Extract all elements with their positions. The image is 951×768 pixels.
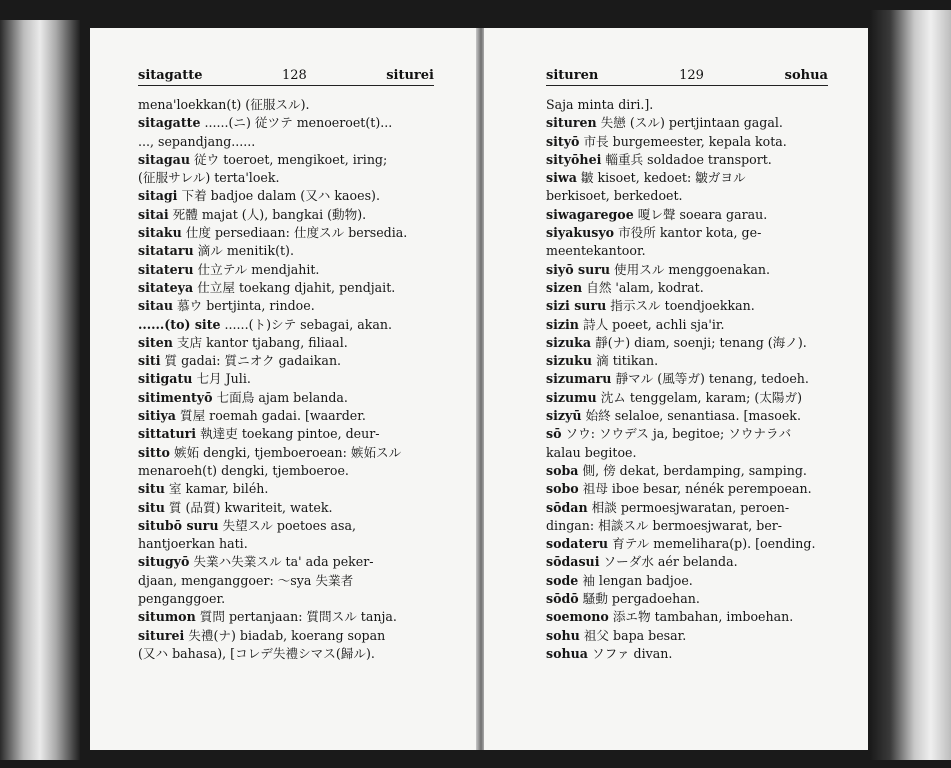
right-page-number: 129 <box>679 68 704 83</box>
definition-text: meentekantoor. <box>546 243 646 259</box>
dictionary-line <box>546 370 828 388</box>
dictionary-line <box>546 297 828 315</box>
dictionary-line <box>138 572 434 590</box>
headword: situmon <box>138 609 196 625</box>
headword: sohua <box>546 645 588 661</box>
definition-text: 市役所 kantor kota, ge- <box>618 225 762 241</box>
dictionary-line <box>546 499 828 517</box>
headword: sizi suru <box>546 298 607 314</box>
headword: sitagatte <box>138 115 201 131</box>
definition-text: mena'loekkan(t) (征服スル). <box>138 97 310 112</box>
left-page-number: 128 <box>281 68 307 83</box>
definition-text: 市長 burgemeester, kepala kota. <box>583 133 787 149</box>
dictionary-line <box>138 370 434 388</box>
dictionary-line <box>546 334 828 352</box>
definition-text: 仕立テル mendjahit. <box>197 261 320 277</box>
dictionary-line <box>138 480 434 498</box>
dictionary-line <box>546 462 828 480</box>
headword: siyakusyo <box>546 225 615 241</box>
dictionary-line <box>138 608 434 626</box>
definition-text: 質問 pertanjaan: 質問スル tanja. <box>199 609 397 625</box>
definition-text: ソファ divan. <box>591 645 673 661</box>
dictionary-line <box>546 590 828 608</box>
dictionary-line <box>546 242 828 260</box>
definition-text: 失戀 (スル) pertjintaan gagal. <box>600 115 783 131</box>
dictionary-line <box>138 499 434 517</box>
headword: sitto <box>138 444 170 460</box>
dictionary-line <box>546 279 828 297</box>
headword: soemono <box>546 609 609 625</box>
definition-text: 失禮(ナ) biadab, koerang sopan <box>188 627 386 643</box>
headword: sizen <box>546 279 583 295</box>
dictionary-line <box>546 316 828 334</box>
dictionary-line <box>138 407 434 425</box>
definition-text: berkisoet, berkedoet. <box>546 188 683 204</box>
headword: sōdan <box>546 499 588 515</box>
dictionary-line <box>546 407 828 425</box>
definition-text: 騷動 pergadoehan. <box>582 591 700 607</box>
dictionary-line <box>138 279 434 297</box>
definition-text: 死體 majat (人), bangkai (動物). <box>172 206 367 222</box>
dictionary-line <box>138 645 434 663</box>
dictionary-line <box>546 517 828 535</box>
headword: sitau <box>138 298 174 314</box>
definition-text: 添エ物 tambahan, imboehan. <box>612 609 794 625</box>
headword: situ <box>138 499 165 515</box>
dictionary-line <box>138 224 434 242</box>
headword: sizumaru <box>546 371 612 387</box>
definition-text: 七月 Juli. <box>196 371 251 387</box>
definition-text: 質 gadai: 質ニオク gadaikan. <box>164 353 342 369</box>
definition-text: 沈ム tenggelam, karam; (太陽ガ) <box>600 389 803 405</box>
dictionary-line <box>138 553 434 571</box>
headword: sode <box>546 572 579 588</box>
headword: sitateya <box>138 279 194 295</box>
definition-text: 質屋 roemah gadai. [waarder. <box>179 408 366 424</box>
dictionary-line <box>138 96 434 114</box>
definition-text: 始終 selaloe, senantiasa. [masoek. <box>585 408 801 424</box>
definition-text: 相談 permoesjwaratan, peroen- <box>591 499 790 515</box>
book-edge-right <box>870 10 951 760</box>
left-running-head <box>138 68 434 86</box>
definition-text: 輜重兵 soldadoe transport. <box>605 151 772 167</box>
right-page <box>484 28 868 750</box>
definition-text: 滴ル menitik(t). <box>197 243 294 259</box>
headword: sitateru <box>138 261 194 277</box>
headword: siyō suru <box>546 261 611 277</box>
left-page <box>90 28 478 750</box>
definition-text: Saja minta diri.]. <box>546 97 654 112</box>
headword: sohu <box>546 627 580 643</box>
headword: situbō suru <box>138 517 219 533</box>
dictionary-line <box>546 151 828 169</box>
dictionary-line <box>546 224 828 242</box>
definition-text: 慕ウ bertjinta, rindoe. <box>177 298 315 314</box>
definition-text: ソーダ水 aér belanda. <box>603 554 738 570</box>
dictionary-line <box>546 645 828 663</box>
definition-text: 嗄レ聲 soeara garau. <box>637 206 768 222</box>
definition-text: 祖母 iboe besar, nénék perempoean. <box>582 481 812 497</box>
dictionary-line <box>546 114 828 132</box>
dictionary-line <box>546 553 828 571</box>
definition-text: 滴 titikan. <box>596 353 659 369</box>
definition-text: 室 kamar, biléh. <box>168 481 269 497</box>
dictionary-line <box>138 206 434 224</box>
dictionary-line <box>138 444 434 462</box>
headword: situren <box>546 115 597 131</box>
dictionary-line <box>138 261 434 279</box>
headword: sityōhei <box>546 151 602 167</box>
headword: ......(to) site <box>138 316 221 332</box>
dictionary-line <box>546 352 828 370</box>
dictionary-line <box>138 535 434 553</box>
dictionary-line <box>546 389 828 407</box>
dictionary-line <box>138 389 434 407</box>
left-head-last: siturei <box>386 68 434 83</box>
dictionary-line <box>138 114 434 132</box>
definition-text: 袖 lengan badjoe. <box>582 572 693 588</box>
dictionary-line <box>546 627 828 645</box>
definition-text: 詩人 poeet, achli sja'ir. <box>582 316 725 332</box>
definition-text: 指示スル toendjoekkan. <box>610 298 755 314</box>
definition-text: 側, 傍 dekat, berdamping, samping. <box>582 462 807 478</box>
definition-text: hantjoerkan hati. <box>138 536 248 552</box>
headword: sitigatu <box>138 371 193 387</box>
dictionary-line <box>546 133 828 151</box>
headword: sobo <box>546 481 579 497</box>
dictionary-line <box>138 462 434 480</box>
headword: situgyō <box>138 554 190 570</box>
definition-text: 失業ハ失業スル ta' ada peker- <box>193 554 374 570</box>
headword: sizuku <box>546 353 593 369</box>
headword: sityō <box>546 133 580 149</box>
headword: sizyū <box>546 408 582 424</box>
dictionary-line <box>546 480 828 498</box>
dictionary-line <box>546 96 828 114</box>
right-head-last: sohua <box>784 68 828 83</box>
dictionary-line <box>138 334 434 352</box>
definition-text: 使用スル menggoenakan. <box>614 261 770 277</box>
dictionary-line <box>138 151 434 169</box>
definition-text: 靜マル (風等ガ) tenang, tedoeh. <box>615 371 809 387</box>
headword: sitimentyō <box>138 389 213 405</box>
book-edge-left <box>0 20 80 760</box>
headword: sittaturi <box>138 426 197 442</box>
headword: sodateru <box>546 536 609 552</box>
definition-text: penganggoer. <box>138 591 226 607</box>
headword: siten <box>138 334 173 350</box>
definition-text: 七面鳥 ajam belanda. <box>216 389 348 405</box>
definition-text: 祖父 bapa besar. <box>583 627 687 643</box>
definition-text: 質 (品質) kwariteit, watek. <box>168 499 333 515</box>
definition-text: ......(ト)シテ sebagai, akan. <box>224 316 393 332</box>
headword: sizumu <box>546 389 597 405</box>
definition-text: ソウ: ソウデス ja, begitoe; ソウナラバ <box>565 426 792 442</box>
definition-text: 支店 kantor tjabang, filiaal. <box>176 334 348 350</box>
dictionary-line <box>546 206 828 224</box>
headword: sō <box>546 426 562 442</box>
dictionary-line <box>138 297 434 315</box>
right-entries <box>546 96 828 663</box>
dictionary-line <box>546 261 828 279</box>
definition-text: 皺 kisoet, kedoet: 皺ガヨル <box>580 170 746 186</box>
headword: sizin <box>546 316 579 332</box>
headword: sitiya <box>138 408 176 424</box>
definition-text: 仕立屋 toekang djahit, pendjait. <box>197 279 396 295</box>
definition-text: ......(ニ) 従ツテ menoeroet(t)... <box>204 115 393 131</box>
dictionary-line <box>138 187 434 205</box>
headword: siwagaregoe <box>546 206 634 222</box>
right-head-first: situren <box>546 68 599 83</box>
definition-text: 仕度 persediaan: 仕度スル bersedia. <box>185 225 408 241</box>
dictionary-line <box>546 572 828 590</box>
headword: siwa <box>546 170 577 186</box>
headword: soba <box>546 462 579 478</box>
dictionary-line <box>138 425 434 443</box>
left-entries <box>138 96 434 663</box>
dictionary-line <box>546 425 828 443</box>
dictionary-line <box>138 169 434 187</box>
dictionary-line <box>546 187 828 205</box>
dictionary-line <box>138 242 434 260</box>
headword: sitaku <box>138 225 182 241</box>
definition-text: menaroeh(t) dengki, tjemboeroe. <box>138 462 349 478</box>
headword: sitagau <box>138 151 190 167</box>
definition-text: 嫉妬 dengki, tjemboeroean: 嫉妬スル <box>173 444 402 460</box>
right-running-head <box>546 68 828 86</box>
dictionary-line <box>138 352 434 370</box>
headword: sitataru <box>138 243 194 259</box>
definition-text: 自然 'alam, kodrat. <box>586 279 704 295</box>
dictionary-line <box>138 517 434 535</box>
headword: sitagi <box>138 188 178 204</box>
headword: sōdō <box>546 591 579 607</box>
definition-text: 失望スル poetoes asa, <box>222 517 357 533</box>
headword: sōdasui <box>546 554 600 570</box>
definition-text: dingan: 相談スル bermoesjwarat, ber- <box>546 517 783 533</box>
dictionary-line <box>546 608 828 626</box>
headword: siturei <box>138 627 185 643</box>
dictionary-line <box>138 590 434 608</box>
definition-text: (又ハ bahasa), [コレデ失禮シマス(歸ル). <box>138 645 375 661</box>
dictionary-line <box>138 316 434 334</box>
definition-text: 靜(ナ) diam, soenji; tenang (海ノ). <box>595 334 807 350</box>
definition-text: 育テル memelihara(p). [oending. <box>612 536 816 552</box>
definition-text: ..., sepandjang...... <box>138 133 256 149</box>
definition-text: 執達吏 toekang pintoe, deur- <box>200 426 380 442</box>
dictionary-line <box>138 133 434 151</box>
headword: situ <box>138 481 165 497</box>
dictionary-line <box>546 535 828 553</box>
definition-text: kalau begitoe. <box>546 444 637 460</box>
definition-text: 下着 badjoe dalam (又ハ kaoes). <box>181 188 380 204</box>
dictionary-line <box>138 627 434 645</box>
definition-text: 従ウ toeroet, mengikoet, iring; <box>194 151 388 167</box>
left-head-first: sitagatte <box>138 68 203 83</box>
definition-text: djaan, menganggoer: ～sya 失業者 <box>138 572 354 588</box>
dictionary-line <box>546 444 828 462</box>
headword: siti <box>138 353 161 369</box>
headword: sizuka <box>546 334 592 350</box>
definition-text: (征服サレル) terta'loek. <box>138 170 280 186</box>
dictionary-line <box>546 169 828 187</box>
headword: sitai <box>138 206 169 222</box>
